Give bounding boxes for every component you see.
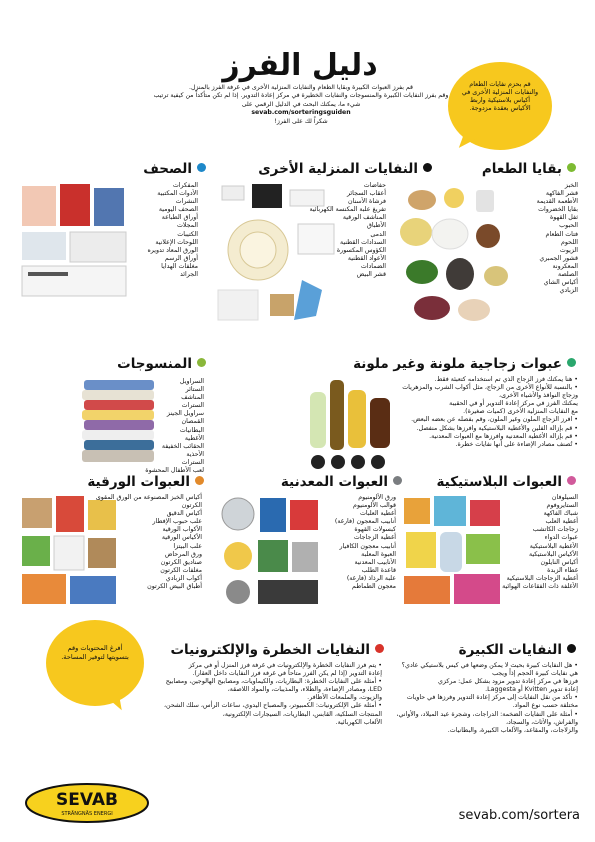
- metal-dot: [393, 476, 402, 485]
- glass-illustration: [304, 374, 400, 472]
- plastic-items-list: السيلوفان الستايروفوم شباك الفاكهة أغطية العلب زجاجات الكاتشب عبوات الدواء الأغطية البلاستيكية الأكياس البلاستيكية أكياس النايلون غطاء الزبدة أغطية الزجاجات البلاستيكية الأغلفة ذات الفقاعات الهوائية: [502, 494, 578, 591]
- food-items-list: الخبز قشر الفاكهة الأطعمة القديمة بقايا الخضروات ثفل القهوة الحبوب فتات الطعام اللحوم الزيوت قشور الجمبري المعكرونة الصلصة أكياس الشاي الزبادي: [536, 182, 578, 295]
- hazardous-dot: [375, 644, 384, 653]
- textile-items-list: السراويل الستائر المناشف السترات سراويل الجينز القمصان البطانيات الأغطية الحقائب الخفيفة الأحذية السترات لعب الأطفال المحشوة: [145, 378, 204, 475]
- household-dot: [423, 163, 432, 172]
- paper-illustration: [16, 182, 132, 300]
- intro-paragraph-2: وقم بفرز النفايات الكبيرة والمنسوجات والنفايات الخطيرة في مركز إعادة التدوير. إذا لم تكن متأكداً من كيفية ترتيب شيء ما، يمكنك البحث في الدليل الرقمي على: [153, 92, 449, 108]
- thanks-text: شكراً لك على الفرز!: [274, 117, 328, 125]
- intro-text: [150, 84, 452, 126]
- tip-bubble-bottom: [46, 620, 144, 706]
- metal-items-list: ورق الألومنيوم قوالب الألومنيوم أغطية العلبات أنابيب المعجون (فارغة) كبسولات القهوة أغطية الزجاجات أنابيب معجون الكافيار العبوة المعلبة الأنابيب المعدنية قاعدة الطلب علبة الرذاذ (فارغة) معجون الطماطم: [334, 494, 396, 591]
- food-waste-illustration: [392, 180, 534, 330]
- page-title: دليل الفرز: [222, 48, 378, 84]
- bulky-items-list: • هل النفايات كبيرة بحيث لا يمكن وضعها في كيس بلاستيكي عادي؟ هي نفايات كبيرة الحجم إذاً ويجب فرزها في مركز إعادة تدوير مزود بشكل عمل: مركزي إعادة تدوير Kvitten أو Laggesta. • تأكد من نقل النفايات إلى مركز إعادة التدوير وفرزها في حاويات مختلفة حسب نوع المواد. • أمثلة على النفايات الضخمة: الدراجات، وشجرة عيد الميلاد، والأواني، والفراش، والأثاث، والسجاد، والزلاجات، والمقاعد، والألعاب الكبيرة، والبطانيات.: [396, 662, 578, 734]
- section-food-title: بقايا الطعام: [450, 161, 576, 177]
- footer-url[interactable]: sevab.com/sortera: [458, 808, 580, 823]
- cardboard-items-list: أكياس الخبز المصنوعة من الورق المقوى الكرتون أكياس الدقيق علب حبوب الإفطار الأكواب الورقية الأكياس الورقية علب البيتزا ورق المرحاض صناديق الكرتون مغلفات الكرتون أكواب الزبادي أطباق البيض الكرتون: [95, 494, 202, 591]
- textile-dot: [197, 358, 206, 367]
- hazardous-items-list: • يتم فرز النفايات الخطرة والإلكترونيات في غرفة فرز المنزل أو في مركز إعادة التدوير (إذا لم يكن الفرز متاحاً في غرفة فرز النفايات داخل العقار). • أمثلة على النفايات الخطرة: البطاريات، والكيماويات، ومصابيح الهالوجين، ومصابيح LED، ومصادر الإضاءة، والطلاء، والمذيبات، والمواد اللاصقة، والزيوت، والملمعات الأظافر. • أمثلة على الإلكترونيات: الكمبيوتر، والمصباح اليدوي، ساعات الرأس، سلك الشحن، المنتجات السلكية، القابس، البطاريات، السيجارات الإلكترونية، الألعاب الكهربائية.: [164, 662, 382, 726]
- plastic-dot: [567, 476, 576, 485]
- svg-text:SEVAB: SEVAB: [56, 790, 118, 810]
- food-dot: [567, 163, 576, 172]
- glass-dot: [567, 358, 576, 367]
- tip-bubble-top: [448, 62, 552, 150]
- section-metal-title: العبوات المعدنية: [256, 474, 402, 490]
- tip-bubble-bottom-text: أفرغ المحتويات وقم بتسويتها لتوفير المساحة.: [61, 644, 129, 661]
- glass-items-list: • هنا يمكنك فرز الزجاج الذي تم استخدامه كتعبئة فقط. • بالنسبة للأنواع الأخرى من الزجاج، مثل أكواب الشرب والمزهريات وزجاج النوافذ والأشياء الأخرى، يمكنك الفرز في مركز إعادة التدوير أو في الحقيبة مع النفايات المنزلية الأخرى (كميات صغيرة). • افرز الزجاج الملون وغير الملون، وقم بفصله عن بعضه البعض. • قم بإزالة الفلين والأغطية البلاستيكية وافرزها بشكل منفصل. • قم بإزالة الأغطية المعدنية وافرزها مع العبوات المعدنية. • تُصنف مصادر الإضاءة على أنها نفايات خطرة.: [402, 376, 578, 448]
- household-items-list: حفاضات أعقاب السجائر فرشاة الأسنان تفريغ علبة المكنسة الكهربائية المناشف الورقية الأطباق الدمى السدادات القطنية الكؤوس المكسورة الأعواد القطنية الضمادات قشر البيض: [309, 182, 386, 279]
- cardboard-dot: [195, 476, 204, 485]
- sevab-logo: [24, 782, 150, 824]
- svg-text:STRÄNGNÄS ENERGI: STRÄNGNÄS ENERGI: [61, 811, 113, 817]
- paper-items-list: المفكرات الأدوات المكتبية النشرات الصحف اليومية أوراق الطباعة المجلات الكتيبات اللوحات الإعلانية الورق المعاد تدويره أوراق الرسم مغلفات الهدايا الجرائد: [147, 182, 198, 279]
- tip-bubble-top-text: قم بحزم نفايات الطعام والنفايات المنزلية الأخرى في أكياس بلاستيكية واربط الأكياس بعقدة مزدوجة.: [461, 80, 539, 112]
- section-plastic-title: العبوات البلاستيكية: [440, 474, 576, 490]
- intro-paragraph-1: قم بفرز العبوات الكبيرة وبقايا الطعام والنفايات المنزلية الأخرى في غرفة الفرز بالمنزل.: [188, 84, 413, 91]
- section-textile-title: المنسوجات: [100, 356, 206, 372]
- section-bulky-title: النفايات الكبيرة: [450, 642, 576, 658]
- cardboard-illustration: [18, 492, 122, 610]
- guide-link[interactable]: sevab.com/sorteringsguiden: [251, 109, 351, 117]
- paper-dot: [197, 163, 206, 172]
- section-glass-title: عبوات زجاجية ملونة وغير ملونة: [330, 356, 576, 372]
- bulky-dot: [567, 644, 576, 653]
- section-hazardous-title: النفايات الخطرة والإلكترونيات: [166, 642, 384, 658]
- section-paper-title: الصحف: [100, 161, 206, 177]
- section-cardboard-title: العبوات الورقية: [78, 474, 204, 490]
- metal-illustration: [216, 492, 326, 610]
- section-household-title: النفايات المنزلية الأخرى: [226, 161, 432, 177]
- plastic-illustration: [400, 492, 508, 610]
